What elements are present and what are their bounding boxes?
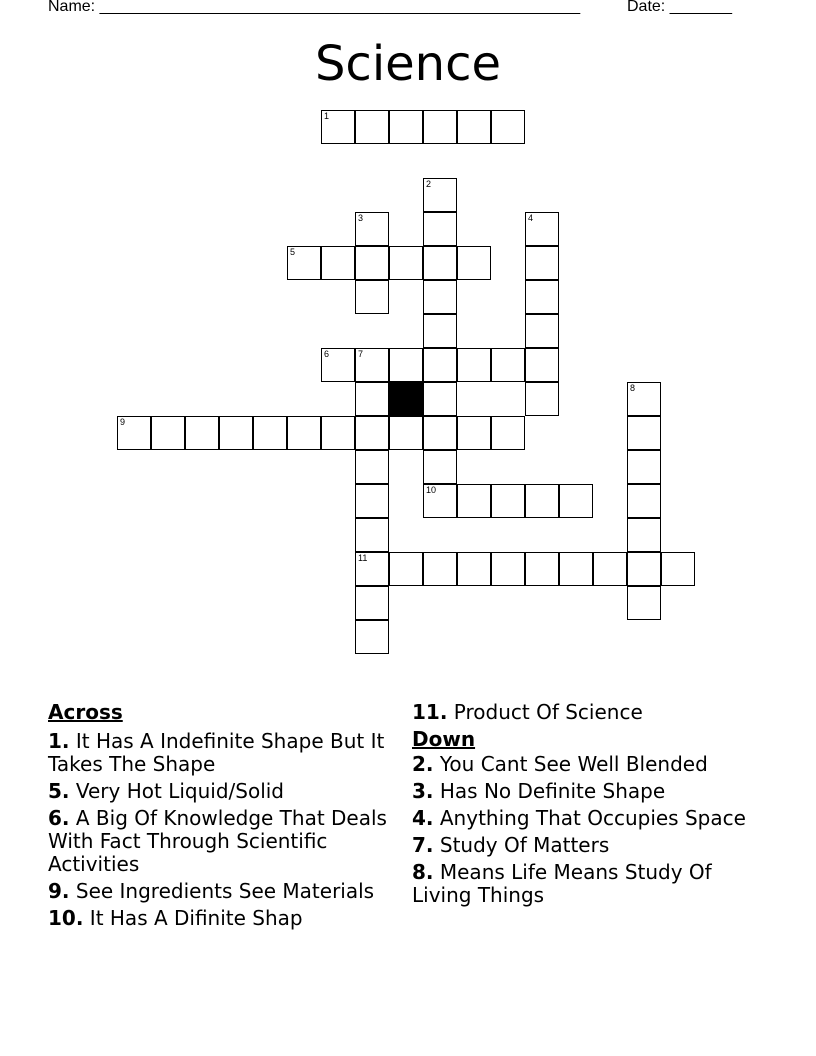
date-field: Date: _______ (627, 0, 732, 15)
grid-cell[interactable] (627, 518, 661, 552)
clue-number: 10 (426, 485, 437, 495)
grid-cell[interactable] (627, 450, 661, 484)
clue-across-1: 1. It Has A Indefinite Shape But It Takes The Shape (48, 729, 385, 776)
grid-cell[interactable] (355, 586, 389, 620)
grid-cell[interactable] (423, 280, 457, 314)
grid-cell[interactable] (219, 416, 253, 450)
grid-cell[interactable] (355, 416, 389, 450)
clues-left-column (48, 701, 388, 934)
grid-cell[interactable] (117, 416, 151, 450)
clue-number: 2 (426, 179, 432, 189)
grid-cell[interactable] (321, 348, 355, 382)
grid-cell[interactable] (423, 450, 457, 484)
grid-cell[interactable] (525, 280, 559, 314)
grid-cell[interactable] (423, 110, 457, 144)
grid-cell[interactable] (525, 484, 559, 518)
grid-cell[interactable] (253, 416, 287, 450)
clue-number: 5 (290, 247, 296, 257)
clue-across-11: 11. Product Of Science (412, 700, 643, 724)
grid-cell[interactable] (525, 552, 559, 586)
grid-cell[interactable] (457, 416, 491, 450)
grid-cell[interactable] (525, 382, 559, 416)
grid-cell[interactable] (355, 212, 389, 246)
grid-cell[interactable] (661, 552, 695, 586)
page-title: Science (314, 36, 502, 92)
grid-cell[interactable] (423, 416, 457, 450)
down-heading: Down (412, 727, 476, 751)
clue-number: 11 (358, 553, 368, 563)
grid-cell[interactable] (423, 484, 457, 518)
grid-cell[interactable] (457, 552, 491, 586)
grid-cell[interactable] (525, 246, 559, 280)
grid-cell[interactable] (491, 552, 525, 586)
grid-cell[interactable] (423, 552, 457, 586)
grid-cell[interactable] (389, 552, 423, 586)
grid-cell[interactable] (627, 552, 661, 586)
grid-cell[interactable] (321, 416, 355, 450)
clue-down-2: 2. You Cant See Well Blended (412, 752, 708, 776)
grid-cell[interactable] (287, 246, 321, 280)
grid-cell[interactable] (389, 246, 423, 280)
grid-cell[interactable] (525, 348, 559, 382)
grid-cell[interactable] (151, 416, 185, 450)
across-heading: Across (48, 700, 123, 724)
clue-down-7: 7. Study Of Matters (412, 833, 610, 857)
grid-cell[interactable] (559, 552, 593, 586)
grid-cell[interactable] (457, 110, 491, 144)
grid-cell[interactable] (389, 416, 423, 450)
clue-across-9: 9. See Ingredients See Materials (48, 879, 375, 903)
grid-cell[interactable] (355, 280, 389, 314)
grid-cell[interactable] (423, 314, 457, 348)
clue-number: 9 (120, 417, 126, 427)
grid-cell[interactable] (355, 246, 389, 280)
grid-cell[interactable] (559, 484, 593, 518)
grid-cell[interactable] (423, 178, 457, 212)
grid-cell[interactable] (525, 314, 559, 348)
grid-cell[interactable] (491, 348, 525, 382)
grid-cell[interactable] (423, 348, 457, 382)
grid-cell[interactable] (355, 484, 389, 518)
clue-number: 1 (324, 111, 330, 121)
grid-cell[interactable] (355, 110, 389, 144)
grid-cell[interactable] (321, 246, 355, 280)
grid-cell[interactable] (457, 484, 491, 518)
grid-cell[interactable] (389, 110, 423, 144)
clue-number: 4 (528, 213, 534, 223)
grid-cell[interactable] (355, 348, 389, 382)
grid-cell[interactable] (627, 416, 661, 450)
grid-cell[interactable] (491, 416, 525, 450)
clue-across-5: 5. Very Hot Liquid/Solid (48, 779, 284, 803)
grid-cell[interactable] (491, 110, 525, 144)
name-field: Name: ______________________________________________________ (48, 0, 581, 15)
grid-cell[interactable] (423, 212, 457, 246)
grid-cell[interactable] (491, 484, 525, 518)
grid-cell[interactable] (627, 586, 661, 620)
grid-cell[interactable] (355, 382, 389, 416)
grid-cell[interactable] (389, 348, 423, 382)
grid-cell[interactable] (457, 348, 491, 382)
grid-cell[interactable] (457, 246, 491, 280)
grid-cell[interactable] (321, 110, 355, 144)
clue-number: 6 (324, 349, 330, 359)
grid-cell[interactable] (355, 620, 389, 654)
grid-cell[interactable] (355, 450, 389, 484)
grid-block-cell (389, 382, 423, 416)
grid-cell[interactable] (627, 484, 661, 518)
clues-right-column (412, 701, 752, 911)
grid-cell[interactable] (185, 416, 219, 450)
grid-cell[interactable] (423, 382, 457, 416)
clue-number: 7 (358, 349, 364, 359)
clue-across-10: 10. It Has A Difinite Shap (48, 906, 303, 930)
grid-cell[interactable] (287, 416, 321, 450)
grid-cell[interactable] (355, 552, 389, 586)
grid-cell[interactable] (355, 518, 389, 552)
grid-cell[interactable] (423, 246, 457, 280)
clue-number: 3 (358, 213, 364, 223)
clue-across-6: 6. A Big Of Knowledge That Deals With Fact Through Scientific Activities (48, 806, 387, 876)
clue-down-8: 8. Means Life Means Study Of Living Things (412, 860, 712, 907)
clue-number: 8 (630, 383, 636, 393)
clue-down-4: 4. Anything That Occupies Space (412, 806, 746, 830)
clue-down-3: 3. Has No Definite Shape (412, 779, 666, 803)
grid-cell[interactable] (593, 552, 627, 586)
grid-cell[interactable] (627, 382, 661, 416)
grid-cell[interactable] (525, 212, 559, 246)
